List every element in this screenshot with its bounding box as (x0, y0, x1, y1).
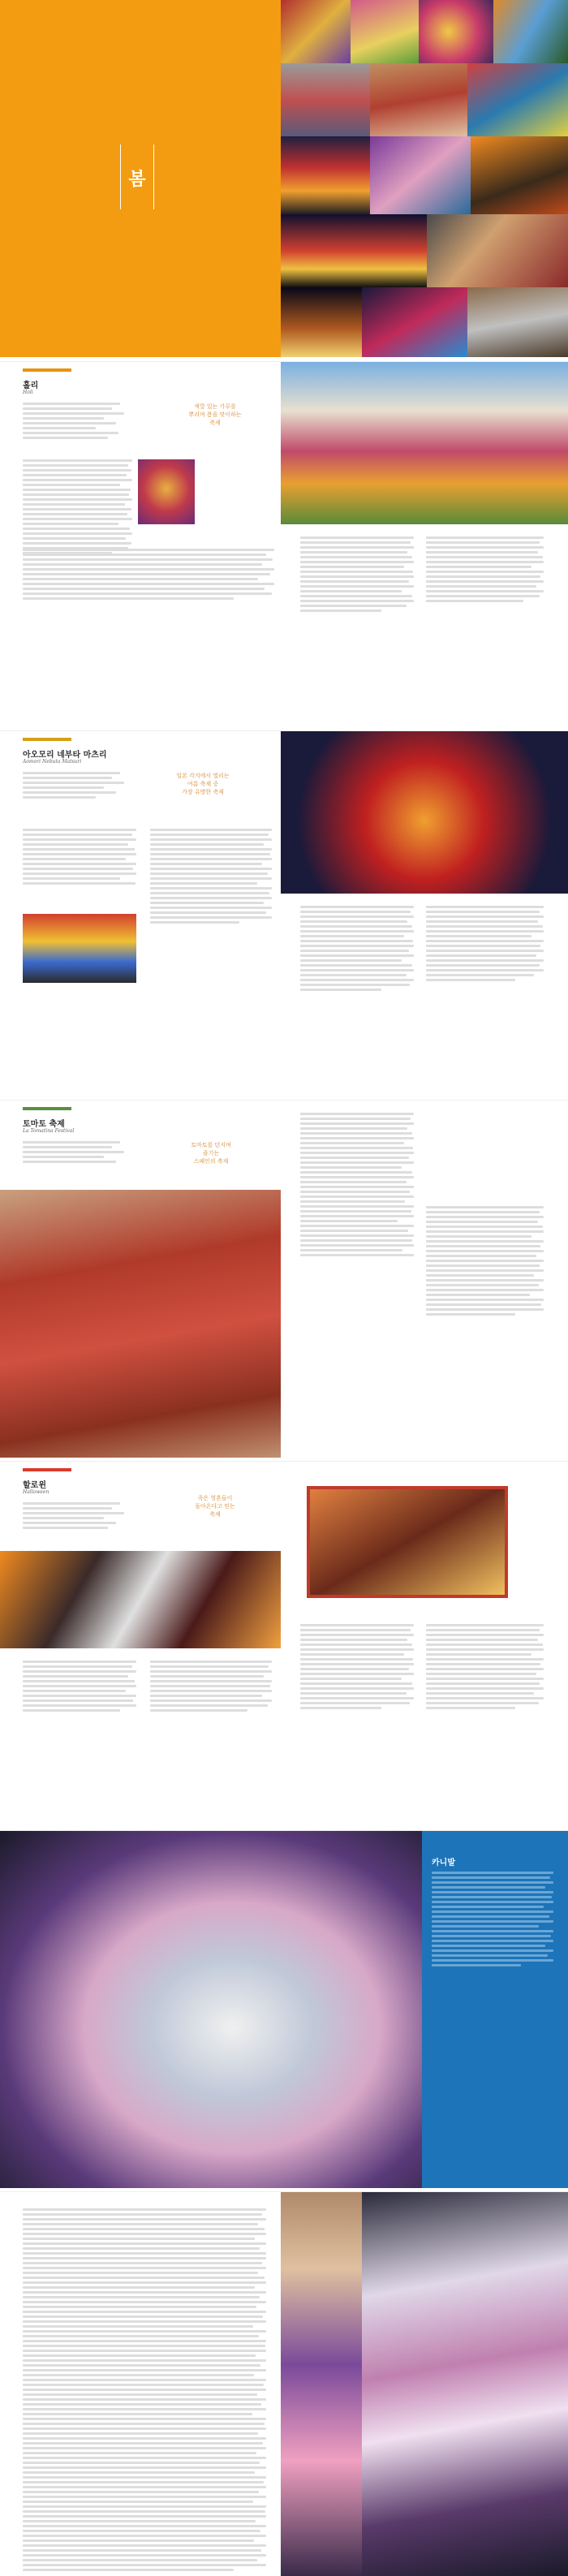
halloween-title: 할로윈 (23, 1481, 46, 1490)
carnival-title: 카니발 (432, 1859, 455, 1867)
photo-carnival-float (0, 1831, 422, 2188)
carnival-intro-text (432, 1872, 553, 1969)
halloween-body-left (23, 1661, 136, 1714)
tomatina-right-col-2 (426, 1206, 544, 1318)
spring-title: 봄 (128, 170, 146, 190)
aomori-body-text-2 (150, 829, 272, 926)
aomori-color-bar (23, 738, 71, 741)
holi-right-col-1 (300, 536, 414, 614)
photo-halloween-pumpkins (471, 136, 568, 214)
photo-holi-crowd (281, 0, 351, 63)
photo-lantern-float (281, 136, 370, 214)
photo-costume-crowd (427, 214, 568, 287)
photo-holi-face (419, 0, 493, 63)
carnival-body-left (23, 2208, 266, 2262)
tomatina-color-bar (23, 1107, 71, 1110)
halloween-spread (0, 1461, 568, 1827)
tomatina-spread (0, 1100, 568, 1458)
photo-halloween-illustration (307, 1486, 508, 1598)
holi-body-text (23, 459, 132, 557)
halloween-body-mid (150, 1661, 272, 1714)
photo-holi-powder (351, 0, 419, 63)
aomori-subtitle: Aomori Nebuta Matsuri (23, 759, 82, 765)
spring-cover (0, 0, 568, 357)
holi-quote: 색깔 있는 가루를 뿌리며 봄을 맞이하는 축제 (188, 403, 242, 426)
aomori-spread (0, 730, 568, 1096)
halloween-right-col-2 (426, 1624, 544, 1712)
aomori-right-col-2 (426, 906, 544, 984)
holi-subtitle: Holi (23, 390, 33, 395)
tomatina-meta-block (23, 1141, 128, 1165)
carnival-body-left-2 (23, 2257, 266, 2574)
aomori-quote: 일본 각지에서 열리는 여름 축제 중 가장 유명한 축제 (176, 773, 230, 795)
holi-spread (0, 361, 568, 729)
aomori-body-text (23, 829, 136, 887)
photo-parade-street (281, 63, 370, 136)
photo-tomatina-street (0, 1190, 281, 1458)
carnival-spread (0, 1830, 568, 2188)
holi-title: 홀리 (23, 381, 39, 390)
photo-carnival-dancers (370, 136, 471, 214)
photo-market-crowd (467, 287, 568, 357)
tomatina-subtitle: La Tomatina Festival (23, 1128, 75, 1134)
halloween-color-bar (23, 1468, 71, 1471)
halloween-meta-block (23, 1502, 128, 1531)
halloween-quote: 죽은 영혼들이 돌아온다고 믿는 축제 (195, 1495, 235, 1518)
photo-halloween-costumes (0, 1551, 281, 1648)
spring-title-box (120, 144, 154, 209)
photo-tomatina-crowd (370, 63, 467, 136)
photo-festival-lights (281, 287, 362, 357)
holi-right-col-2 (426, 536, 544, 605)
aomori-right-col-1 (300, 906, 414, 993)
aomori-title: 아오모리 네부타 마츠리 (23, 751, 107, 760)
carnival-continued-spread (0, 2191, 568, 2576)
holi-color-bar (23, 368, 71, 372)
halloween-subtitle: Halloween (23, 1489, 49, 1495)
photo-nebuta-float-night (281, 731, 568, 894)
photo-nebuta-float-parade (23, 914, 136, 983)
tomatina-title: 토마토 축제 (23, 1120, 65, 1129)
tomatina-quote: 토마토를 던지며 즐기는 스페인의 축제 (191, 1142, 231, 1165)
holi-body-text-2 (23, 549, 274, 602)
tomatina-right-col-1 (300, 1113, 414, 1259)
holi-meta-block (23, 403, 128, 442)
aomori-meta-block (23, 772, 128, 801)
halloween-right-col-1 (300, 1624, 414, 1712)
photo-holi-temple (281, 362, 568, 524)
photo-holi-man-face (138, 459, 195, 524)
photo-carnival-dancer-right (362, 2192, 568, 2576)
photo-festival-face (493, 0, 568, 63)
photo-carnival-dancer-left (281, 2192, 362, 2576)
photo-float-night (362, 287, 467, 357)
photo-night-parade (281, 214, 427, 287)
photo-crowd-colors (467, 63, 568, 136)
